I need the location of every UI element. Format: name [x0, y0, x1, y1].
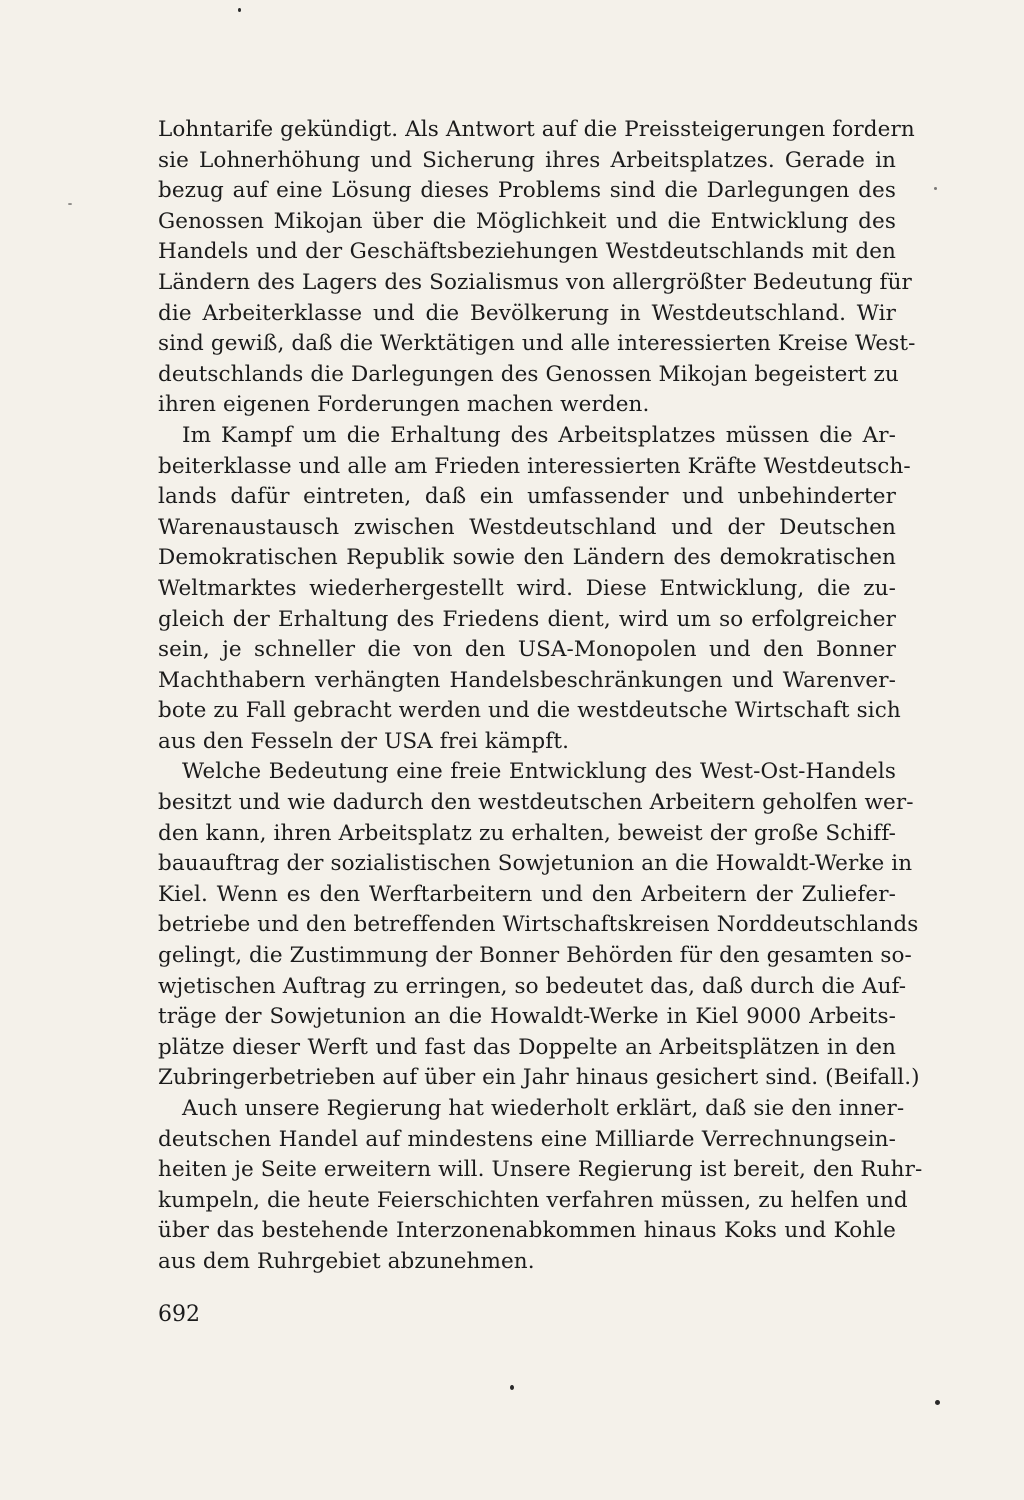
text-line: kumpeln, die heute Feierschichten verfahren müssen, zu helfen und	[158, 1187, 908, 1213]
text-line: betriebe und den betreffenden Wirtschaftskreisen Norddeutschlands	[158, 912, 919, 938]
text-line: deutschen Handel auf mindestens eine Milliarde Verrechnungsein-	[158, 1126, 896, 1152]
text-line: aus den Fesseln der USA frei kämpft.	[158, 728, 570, 754]
text-line: Ländern des Lagers des Sozialismus von allergrößter Bedeutung für	[158, 269, 912, 295]
text-line: Warenaustausch zwischen Westdeutschland und der Deutschen	[158, 514, 896, 540]
paragraph	[158, 115, 916, 421]
scan-speck	[238, 8, 241, 12]
scan-speck	[934, 187, 937, 190]
scan-speck	[935, 1400, 940, 1405]
paragraph	[158, 1094, 923, 1278]
text-line: über das bestehende Interzonenabkommen hinaus Koks und Kohle	[158, 1218, 896, 1244]
text-line: die Arbeiterklasse und die Bevölkerung in Westdeutschland. Wir	[158, 300, 896, 326]
text-line: Im Kampf um die Erhaltung des Arbeitsplatzes müssen die Ar-	[182, 422, 896, 448]
text-line: Welche Bedeutung eine freie Entwicklung des West-Ost-Handels	[182, 759, 896, 785]
text-line: besitzt und wie dadurch den westdeutschen Arbeitern geholfen wer-	[158, 790, 914, 816]
text-line: sind gewiß, daß die Werktätigen und alle interessierten Kreise West-	[158, 331, 916, 357]
paragraph	[158, 757, 920, 1094]
scan-speck	[510, 1385, 514, 1390]
text-line: bauauftrag der sozialistischen Sowjetunion an die Howaldt-Werke in	[158, 851, 913, 877]
text-line: gleich der Erhaltung des Friedens dient, wird um so erfolgreicher	[158, 606, 896, 632]
text-line: bezug auf eine Lösung dieses Problems sind die Darlegungen des	[158, 178, 896, 204]
text-line: Genossen Mikojan über die Möglichkeit und die Entwicklung des	[158, 208, 896, 234]
text-line: Kiel. Wenn es den Werftarbeitern und den Arbeitern der Zuliefer-	[158, 881, 896, 907]
text-line: aus dem Ruhrgebiet abzunehmen.	[158, 1248, 535, 1274]
text-line: beiterklasse und alle am Frieden interessierten Kräfte Westdeutsch-	[158, 453, 911, 479]
scan-speck	[68, 203, 72, 205]
text-line: träge der Sowjetunion an die Howaldt-Werke in Kiel 9000 Arbeits-	[158, 1004, 896, 1030]
text-line: Lohntarife gekündigt. Als Antwort auf die Preissteigerungen fordern	[158, 117, 915, 142]
text-line: Machthabern verhängten Handelsbeschränkungen und Warenver-	[158, 667, 896, 693]
text-line: plätze dieser Werft und fast das Doppelte an Arbeitsplätzen in den	[158, 1034, 896, 1060]
page-number: 692	[158, 1302, 200, 1327]
text-line: Weltmarktes wiederhergestellt wird. Diese Entwicklung, die zu-	[158, 575, 896, 601]
text-line: deutschlands die Darlegungen des Genossen Mikojan begeistert zu	[158, 361, 899, 387]
text-line: Handels und der Geschäftsbeziehungen Westdeutschlands mit den	[158, 239, 896, 265]
text-line: gelingt, die Zustimmung der Bonner Behörden für den gesamten so-	[158, 943, 912, 969]
paragraph	[158, 421, 911, 758]
text-line: wjetischen Auftrag zu erringen, so bedeutet das, daß durch die Auf-	[158, 973, 907, 999]
text-line: sein, je schneller die von den USA-Monopolen und den Bonner	[158, 637, 896, 663]
text-line: ihren eigenen Forderungen machen werden.	[158, 392, 650, 418]
text-line: bote zu Fall gebracht werden und die westdeutsche Wirtschaft sich	[158, 698, 901, 724]
text-line: heiten je Seite erweitern will. Unsere Regierung ist bereit, den Ruhr-	[158, 1157, 923, 1183]
body-text	[158, 115, 923, 1278]
text-line: Auch unsere Regierung hat wiederholt erklärt, daß sie den inner-	[182, 1096, 905, 1121]
text-line: den kann, ihren Arbeitsplatz zu erhalten, beweist der große Schiff-	[158, 820, 896, 846]
text-line: Zubringerbetrieben auf über ein Jahr hinaus gesichert sind. (Beifall.)	[158, 1065, 920, 1091]
text-line: lands dafür eintreten, daß ein umfassender und unbehinderter	[158, 484, 896, 510]
text-line: sie Lohnerhöhung und Sicherung ihres Arbeitsplatzes. Gerade in	[158, 147, 896, 173]
text-line: Demokratischen Republik sowie den Ländern des demokratischen	[158, 545, 896, 571]
